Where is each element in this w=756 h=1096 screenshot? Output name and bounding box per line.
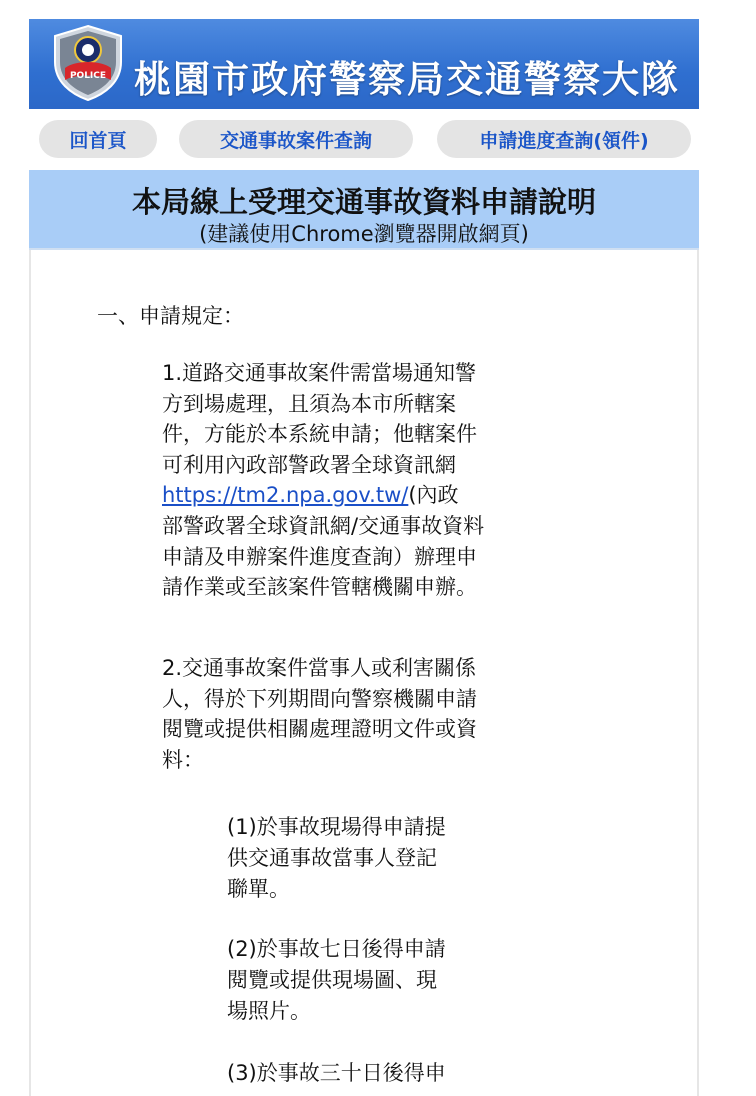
police-badge-icon (51, 24, 125, 102)
content-panel (29, 250, 699, 1096)
rule-item-1 (162, 358, 484, 603)
sub-item-2 (227, 934, 446, 1027)
page-title: 本局線上受理交通事故資料申請說明 (131, 185, 596, 219)
sub-3-line: (3)於事故三十日後得申 (227, 1061, 446, 1085)
rule-2-line: 2.交通事故案件當事人或利害關係 (162, 656, 477, 680)
sub-item-3 (227, 1058, 446, 1089)
rule-item-2 (162, 653, 477, 775)
sub-item-1 (227, 812, 446, 905)
top-nav (29, 118, 699, 162)
rule-1-line: 方到場處理，且須為本市所轄案 (162, 391, 456, 416)
home-button[interactable]: 回首頁 (39, 120, 157, 158)
accident-query-button[interactable]: 交通事故案件查詢 (179, 120, 413, 158)
title-section (29, 170, 699, 250)
section-heading: 一、申請規定： (97, 304, 244, 328)
rule-1-line: 可利用內政部警政署全球資訊網 (162, 452, 456, 477)
rule-1-line: 件，方能於本系統申請；他轄案件 (162, 422, 477, 447)
rule-2-line: 料： (162, 747, 204, 772)
sub-2-line: 閱覽或提供現場圖、現 (227, 968, 437, 992)
rule-1-text: (內政 (408, 483, 459, 508)
rule-1-link-line (162, 480, 484, 511)
header-banner (29, 19, 699, 109)
sub-1-line: (1)於事故現場得申請提 (227, 815, 446, 839)
badge-logo-text: POLICE (69, 71, 107, 81)
site-title: 桃園市政府警察局交通警察大隊 (134, 58, 680, 101)
rule-1-line: 1.道路交通事故案件需當場通知警 (162, 361, 477, 385)
sub-1-line: 聯單。 (227, 877, 290, 901)
rule-1-line: 請作業或至該案件管轄機關申辦。 (162, 575, 477, 600)
rule-1-line: 申請及申辦案件進度查詢）辦理申 (162, 544, 477, 569)
sub-2-line: 場照片。 (227, 999, 311, 1023)
rule-2-line: 閱覽或提供相關處理證明文件或資 (162, 717, 477, 742)
sub-2-line: (2)於事故七日後得申請 (227, 937, 446, 961)
progress-query-button[interactable]: 申請進度查詢(領件) (437, 120, 691, 158)
npa-website-link[interactable]: https://tm2.npa.gov.tw/ (162, 483, 409, 508)
rule-2-line: 人，得於下列期間向警察機關申請 (162, 686, 477, 711)
sub-1-line: 供交通事故當事人登記 (227, 846, 437, 870)
page-subtitle: (建議使用Chrome瀏覽器開啟網頁) (199, 222, 529, 246)
rule-1-line: 部警政署全球資訊網/交通事故資料 (162, 513, 485, 538)
